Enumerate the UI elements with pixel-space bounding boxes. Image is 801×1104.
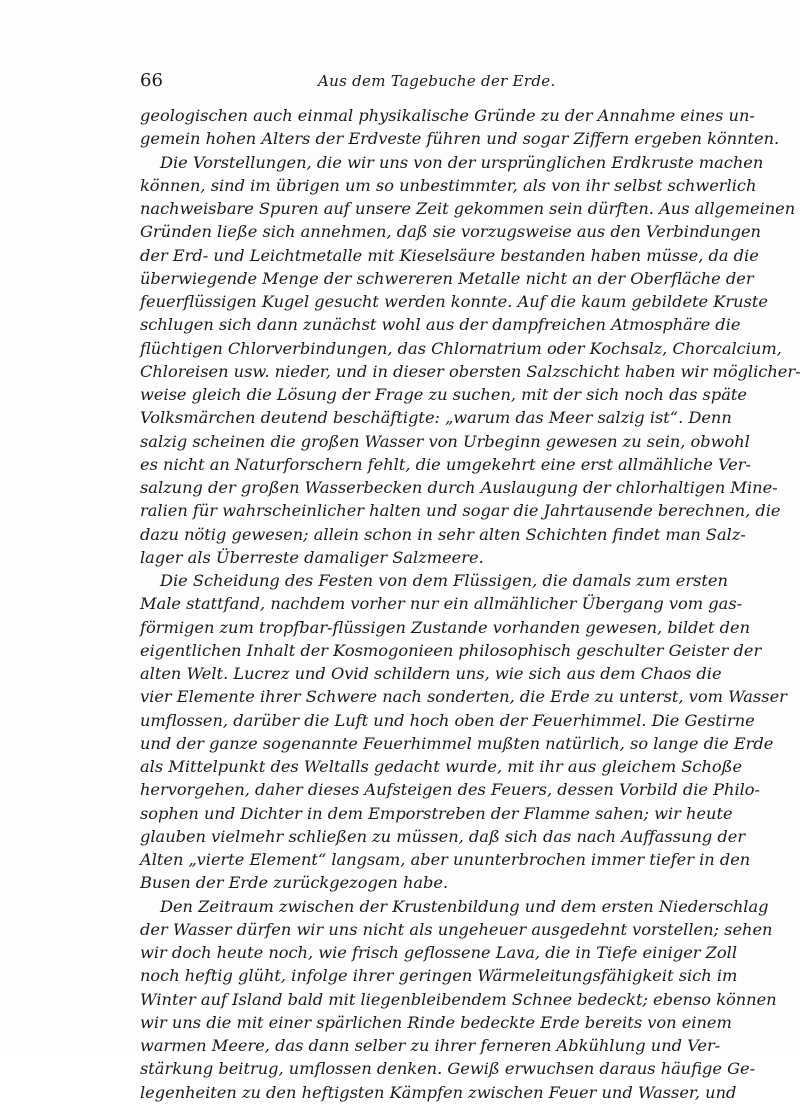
text-line: Male stattfand, nachdem vorher nur ein allmählicher Übergang vom gas- — [140, 594, 743, 614]
paragraph — [140, 104, 780, 151]
text-line: können, sind im übrigen um so unbestimmter, als von ihr selbst schwerlich — [140, 175, 757, 195]
text-line: der Wasser dürfen wir uns nicht als ungeheuer ausgedehnt vorstellen; sehen — [140, 919, 773, 939]
text-line: feuerflüssigen Kugel gesucht werden konnte. Auf die kaum gebildete Kruste — [140, 292, 768, 311]
text-line: Alten „vierte Element“ langsam, aber ununterbrochen immer tiefer in den — [140, 850, 751, 869]
text-line: alten Welt. Lucrez und Ovid schildern uns, wie sich aus dem Chaos die — [140, 664, 722, 683]
text-line: Winter auf Island bald mit liegenbleibendem Schnee bedeckt; ebenso können — [140, 989, 777, 1009]
text-line: Volksmärchen deutend beschäftigte: „warum das Meer salzig ist“. Denn — [140, 408, 732, 428]
text-line: und der ganze sogenannte Feuerhimmel mußten natürlich, so lange die Erde — [140, 733, 774, 753]
text-line: hervorgehen, daher dieses Aufsteigen des Feuers, dessen Vorbild die Philo- — [140, 780, 761, 800]
text-line: umflossen, darüber die Luft und hoch oben der Feuerhimmel. Die Gestirne — [140, 710, 755, 730]
page-number: 66 — [140, 70, 163, 91]
text-line: noch heftig glüht, infolge ihrer geringen Wärmeleitungsfähigkeit sich im — [140, 966, 738, 986]
text-line: Chloreisen usw. nieder, und in dieser obersten Salzschicht haben wir möglicher- — [140, 361, 801, 381]
text-line: überwiegende Menge der schwereren Metalle nicht an der Oberfläche der — [140, 268, 754, 288]
text-line: salzig scheinen die großen Wasser von Urbeginn gewesen zu sein, obwohl — [140, 431, 750, 451]
text-line: Busen der Erde zurückgezogen habe. — [140, 873, 449, 893]
text-line: wir uns die mit einer spärlichen Rinde bedeckte Erde bereits von einem — [140, 1012, 732, 1032]
text-line: lager als Überreste damaliger Salzmeere. — [140, 547, 484, 567]
text-line: salzung der großen Wasserbecken durch Auslaugung der chlorhaltigen Mine- — [140, 478, 778, 497]
page-header — [140, 70, 660, 94]
text-line: schlugen sich dann zunächst wohl aus der dampfreichen Atmosphäre die — [140, 315, 741, 335]
text-line: Gründen ließe sich annehmen, daß sie vorzugsweise aus den Verbindungen — [140, 222, 761, 242]
text-line: Den Zeitraum zwischen der Krustenbildung und dem ersten Niederschlag — [160, 896, 769, 916]
paragraph — [140, 569, 787, 895]
text-line: ralien für wahrscheinlicher halten und sogar die Jahrtausende berechnen, die — [140, 501, 781, 521]
text-line: legenheiten zu den heftigsten Kämpfen zwischen Feuer und Wasser, und — [140, 1082, 737, 1102]
text-line: glauben vielmehr schließen zu müssen, daß sich das nach Auffassung der — [140, 826, 746, 846]
text-line: als Mittelpunkt des Weltalls gedacht wurde, mit ihr aus gleichem Schoße — [140, 757, 743, 776]
text-line: es nicht an Naturforschern fehlt, die umgekehrt eine erst allmähliche Ver- — [140, 454, 751, 474]
text-line: Die Scheidung des Festen von dem Flüssigen, die damals zum ersten — [160, 571, 728, 590]
text-line: sophen und Dichter in dem Emporstreben der Flamme sahen; wir heute — [140, 803, 733, 823]
text-line: der Erd- und Leichtmetalle mit Kieselsäure bestanden haben müsse, da die — [140, 245, 759, 265]
text-line: dazu nötig gewesen; allein schon in sehr alten Schichten findet man Salz- — [140, 524, 746, 544]
text-line: geologischen auch einmal physikalische Gründe zu der Annahme eines un- — [140, 106, 755, 125]
text-line: vier Elemente ihrer Schwere nach sonderten, die Erde zu unterst, vom Wasser — [140, 687, 787, 707]
text-line: eigentlichen Inhalt der Kosmogonieen philosophisch geschulter Geister der — [140, 640, 762, 660]
text-line: wir doch heute noch, wie frisch geflossene Lava, die in Tiefe einiger Zoll — [140, 943, 738, 962]
text-line: flüchtigen Chlorverbindungen, das Chlornatrium oder Kochsalz, Chorcalcium, — [140, 338, 782, 358]
running-head: Aus dem Tagebuche der Erde. — [318, 72, 556, 90]
paragraph — [140, 895, 777, 1104]
body-text — [140, 104, 801, 1104]
text-line: Die Vorstellungen, die wir uns von der ursprünglichen Erdkruste machen — [160, 152, 764, 172]
text-line: nachweisbare Spuren auf unsere Zeit gekommen sein dürften. Aus allgemeinen — [140, 199, 796, 218]
paragraph — [140, 151, 801, 570]
text-line: weise gleich die Lösung der Frage zu suchen, mit der sich noch das späte — [140, 385, 747, 404]
text-line: stärkung beitrug, umflossen denken. Gewiß erwuchsen daraus häufige Ge- — [140, 1059, 756, 1079]
text-line: förmigen zum tropfbar-flüssigen Zustande vorhanden gewesen, bildet den — [140, 617, 751, 637]
text-line: gemein hohen Alters der Erdveste führen und sogar Ziffern ergeben könnten. — [140, 129, 780, 149]
text-line: warmen Meere, das dann selber zu ihrer ferneren Abkühlung und Ver- — [140, 1036, 721, 1055]
